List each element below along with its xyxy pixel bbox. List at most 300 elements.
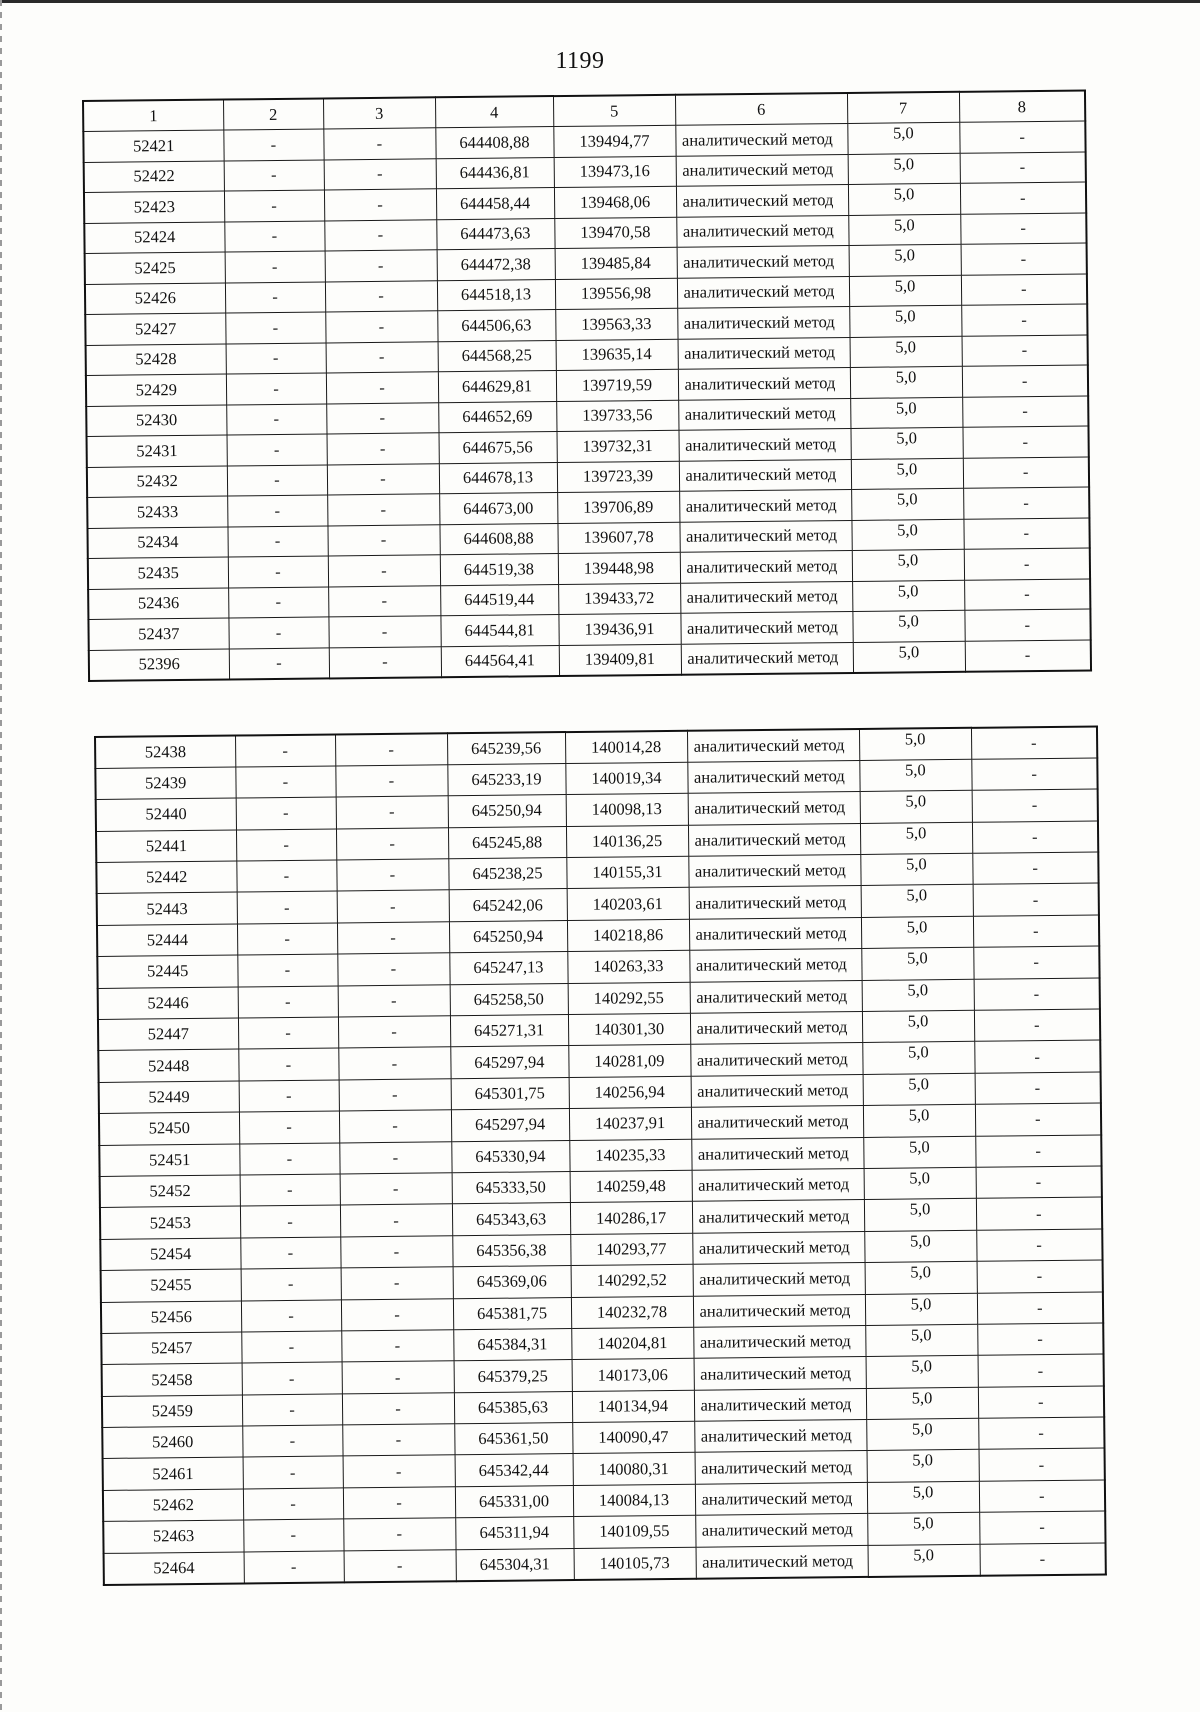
cell-col-8: -	[976, 1229, 1102, 1262]
cell-method: аналитический метод	[678, 428, 850, 460]
cell-y-coordinate: 139494,77	[553, 125, 675, 157]
cell-col-2: -	[236, 797, 336, 829]
cell-precision: 5,0	[867, 1513, 979, 1546]
cell-col-2: -	[236, 829, 336, 861]
cell-y-coordinate: 140235,33	[569, 1139, 691, 1172]
cell-col-2: -	[223, 129, 323, 161]
cell-y-coordinate: 140281,09	[568, 1045, 690, 1078]
cell-y-coordinate: 139409,81	[559, 644, 681, 676]
cell-y-coordinate: 140014,28	[565, 731, 687, 764]
cell-method: аналитический метод	[696, 1545, 868, 1578]
cell-y-coordinate: 139733,56	[556, 400, 678, 432]
cell-col-3: -	[324, 219, 436, 251]
cell-col-3: -	[326, 341, 438, 373]
cell-col-8: -	[976, 1197, 1102, 1230]
cell-precision: 5,0	[861, 948, 973, 981]
cell-col-2: -	[235, 766, 335, 798]
cell-col-8: -	[974, 1040, 1100, 1073]
cell-col-8: -	[975, 1072, 1101, 1105]
cell-col-2: -	[242, 1394, 342, 1426]
cell-precision: 5,0	[860, 822, 972, 855]
cell-point-number: 52441	[96, 830, 236, 863]
cell-col-2: -	[237, 954, 337, 986]
cell-y-coordinate: 140286,17	[570, 1202, 692, 1235]
cell-x-coordinate: 644506,63	[437, 310, 555, 342]
cell-point-number: 52440	[96, 798, 236, 831]
cell-method: аналитический метод	[690, 1043, 862, 1076]
cell-col-2: -	[225, 312, 325, 344]
cell-method: аналитический метод	[687, 729, 859, 762]
cell-col-3: -	[336, 859, 448, 892]
cell-point-number: 52448	[98, 1049, 238, 1082]
cell-col-8: -	[963, 456, 1089, 488]
cell-method: аналитический метод	[694, 1357, 866, 1390]
cell-point-number: 52422	[84, 161, 224, 193]
cell-col-8: -	[962, 395, 1088, 427]
cell-col-2: -	[226, 403, 326, 435]
cell-col-2: -	[240, 1174, 340, 1206]
cell-col-3: -	[338, 1016, 450, 1049]
cell-y-coordinate: 139556,98	[555, 278, 677, 310]
cell-x-coordinate: 644678,13	[439, 462, 557, 494]
cell-col-8: -	[965, 639, 1091, 671]
cell-col-8: -	[963, 487, 1089, 519]
cell-y-coordinate: 139732,31	[556, 430, 678, 462]
cell-col-8: -	[972, 852, 1098, 885]
cell-method: аналитический метод	[688, 792, 860, 825]
cell-y-coordinate: 139706,89	[557, 491, 679, 523]
cell-x-coordinate: 645333,50	[452, 1172, 570, 1205]
cell-col-3: -	[325, 280, 437, 312]
cell-col-3: -	[324, 158, 436, 190]
cell-x-coordinate: 645297,94	[451, 1109, 569, 1142]
cell-precision: 5,0	[848, 214, 960, 246]
cell-x-coordinate: 644473,63	[436, 218, 554, 250]
cell-col-2: -	[226, 373, 326, 405]
cell-col-8: -	[974, 1009, 1100, 1042]
cell-col-2: -	[242, 1425, 342, 1457]
cell-point-number: 52454	[100, 1238, 240, 1271]
cell-col-3: -	[338, 984, 450, 1017]
cell-col-3: -	[341, 1267, 453, 1300]
cell-y-coordinate: 140218,86	[567, 919, 689, 952]
cell-precision: 5,0	[864, 1230, 976, 1263]
cell-col-8: -	[973, 946, 1099, 979]
cell-y-coordinate: 139433,72	[558, 583, 680, 615]
cell-col-2: -	[228, 586, 328, 618]
cell-col-8: -	[979, 1480, 1105, 1513]
cell-col-3: -	[342, 1361, 454, 1394]
cell-col-2: -	[239, 1080, 339, 1112]
cell-x-coordinate: 645238,25	[448, 858, 566, 891]
cell-col-8: -	[971, 726, 1097, 759]
cell-y-coordinate: 140301,30	[568, 1013, 690, 1046]
cell-precision: 5,0	[848, 183, 960, 215]
cell-col-3: -	[337, 953, 449, 986]
cell-point-number: 52453	[100, 1206, 240, 1239]
cell-y-coordinate: 139473,16	[554, 156, 676, 188]
cell-x-coordinate: 645271,31	[450, 1015, 568, 1048]
cell-precision: 5,0	[862, 1010, 974, 1043]
cell-col-2: -	[241, 1268, 341, 1300]
cell-col-8: -	[975, 1135, 1101, 1168]
cell-precision: 5,0	[867, 1481, 979, 1514]
cell-y-coordinate: 140293,77	[570, 1233, 692, 1266]
cell-col-2: -	[229, 647, 329, 679]
cell-col-8: -	[971, 758, 1097, 791]
cell-col-8: -	[963, 517, 1089, 549]
cell-point-number: 52425	[85, 252, 225, 284]
cell-col-8: -	[962, 426, 1088, 458]
cell-method: аналитический метод	[691, 1137, 863, 1170]
cell-point-number: 52424	[84, 222, 224, 254]
cell-x-coordinate: 645342,44	[455, 1454, 573, 1487]
cell-point-number: 52431	[87, 435, 227, 467]
header-cell: 6	[675, 93, 847, 125]
cell-method: аналитический метод	[688, 855, 860, 888]
cell-point-number: 52455	[101, 1269, 241, 1302]
cell-point-number: 52437	[88, 618, 228, 650]
cell-y-coordinate: 139468,06	[554, 186, 676, 218]
cell-col-3: -	[328, 585, 440, 617]
cell-col-3: -	[327, 463, 439, 495]
header-cell: 7	[847, 92, 959, 124]
cell-method: аналитический метод	[692, 1231, 864, 1264]
cell-col-3: -	[323, 128, 435, 160]
cell-method: аналитический метод	[690, 1011, 862, 1044]
cell-method: аналитический метод	[681, 642, 853, 674]
cell-y-coordinate: 139448,98	[558, 552, 680, 584]
cell-method: аналитический метод	[693, 1263, 865, 1296]
cell-col-8: -	[961, 273, 1087, 305]
cell-method: аналитический метод	[693, 1294, 865, 1327]
cell-method: аналитический метод	[675, 123, 847, 155]
cell-col-2: -	[227, 464, 327, 496]
cell-col-8: -	[959, 121, 1085, 153]
cell-col-8: -	[962, 365, 1088, 397]
cell-col-3: -	[329, 646, 441, 678]
cell-point-number: 52429	[86, 374, 226, 406]
cell-precision: 5,0	[862, 1042, 974, 1075]
cell-method: аналитический метод	[694, 1388, 866, 1421]
cell-x-coordinate: 644518,13	[437, 279, 555, 311]
cell-precision: 5,0	[861, 885, 973, 918]
cell-col-2: -	[242, 1362, 342, 1394]
cell-x-coordinate: 645247,13	[449, 952, 567, 985]
cell-col-2: -	[243, 1456, 343, 1488]
cell-precision: 5,0	[852, 580, 964, 612]
cell-y-coordinate: 139485,84	[555, 247, 677, 279]
cell-col-8: -	[977, 1260, 1103, 1293]
cell-precision: 5,0	[853, 641, 965, 673]
cell-col-8: -	[962, 334, 1088, 366]
cell-method: аналитический метод	[680, 581, 852, 613]
cell-x-coordinate: 645242,06	[449, 889, 567, 922]
cell-y-coordinate: 140105,73	[574, 1547, 696, 1580]
cell-col-2: -	[241, 1299, 341, 1331]
cell-y-coordinate: 140256,94	[569, 1076, 691, 1109]
cell-x-coordinate: 644675,56	[439, 432, 557, 464]
cell-precision: 5,0	[866, 1356, 978, 1389]
cell-col-8: -	[978, 1417, 1104, 1450]
cell-y-coordinate: 139719,59	[556, 369, 678, 401]
cell-col-3: -	[340, 1236, 452, 1269]
cell-col-2: -	[238, 1017, 338, 1049]
cell-point-number: 52428	[86, 344, 226, 376]
cell-col-3: -	[340, 1204, 452, 1237]
cell-x-coordinate: 644436,81	[436, 157, 554, 189]
cell-point-number: 52439	[95, 767, 235, 800]
cell-col-3: -	[328, 555, 440, 587]
cell-precision: 5,0	[850, 336, 962, 368]
cell-x-coordinate: 644544,81	[440, 615, 558, 647]
cell-point-number: 52461	[103, 1457, 243, 1490]
cell-point-number: 52447	[98, 1018, 238, 1051]
cell-col-3: -	[342, 1424, 454, 1457]
cell-col-8: -	[975, 1103, 1101, 1136]
cell-col-2: -	[224, 220, 324, 252]
cell-col-8: -	[964, 548, 1090, 580]
cell-precision: 5,0	[850, 397, 962, 429]
cell-point-number: 52446	[98, 987, 238, 1020]
scan-top-edge	[0, 0, 1200, 3]
cell-col-8: -	[977, 1323, 1103, 1356]
cell-point-number: 52464	[104, 1552, 244, 1585]
cell-method: аналитический метод	[695, 1514, 867, 1547]
cell-method: аналитический метод	[680, 611, 852, 643]
cell-method: аналитический метод	[695, 1482, 867, 1515]
cell-y-coordinate: 139723,39	[557, 461, 679, 493]
cell-x-coordinate: 645239,56	[447, 732, 565, 765]
cell-method: аналитический метод	[689, 917, 861, 950]
cell-precision: 5,0	[860, 853, 972, 886]
cell-col-3: -	[324, 189, 436, 221]
cell-point-number: 52443	[97, 892, 237, 925]
cell-point-number: 52456	[101, 1301, 241, 1334]
cell-col-2: -	[240, 1205, 340, 1237]
cell-col-2: -	[241, 1331, 341, 1363]
cell-y-coordinate: 140090,47	[572, 1421, 694, 1454]
cell-point-number: 52426	[85, 283, 225, 315]
cell-precision: 5,0	[863, 1073, 975, 1106]
cell-precision: 5,0	[852, 610, 964, 642]
cell-col-3: -	[338, 1047, 450, 1080]
cell-method: аналитический метод	[692, 1200, 864, 1233]
header-cell: 1	[83, 100, 223, 132]
cell-col-8: -	[961, 243, 1087, 275]
cell-point-number: 52457	[101, 1332, 241, 1365]
cell-method: аналитический метод	[687, 760, 859, 793]
cell-method: аналитический метод	[676, 154, 848, 186]
cell-y-coordinate: 140109,55	[573, 1516, 695, 1549]
cell-col-3: -	[326, 372, 438, 404]
header-cell: 5	[553, 95, 675, 127]
cell-x-coordinate: 645311,94	[455, 1517, 573, 1550]
cell-x-coordinate: 644568,25	[438, 340, 556, 372]
cell-col-2: -	[228, 556, 328, 588]
cell-col-3: -	[325, 250, 437, 282]
cell-point-number: 52460	[102, 1426, 242, 1459]
cell-method: аналитический метод	[677, 276, 849, 308]
cell-point-number: 52463	[103, 1520, 243, 1553]
coordinates-table-1	[82, 89, 1092, 681]
cell-y-coordinate: 140204,81	[571, 1327, 693, 1360]
cell-y-coordinate: 140203,61	[567, 888, 689, 921]
cell-x-coordinate: 645361,50	[454, 1423, 572, 1456]
cell-col-2: -	[224, 190, 324, 222]
cell-y-coordinate: 140292,55	[568, 982, 690, 1015]
cell-y-coordinate: 140237,91	[569, 1107, 691, 1140]
cell-y-coordinate: 140084,13	[573, 1484, 695, 1517]
cell-precision: 5,0	[865, 1324, 977, 1357]
cell-x-coordinate: 645330,94	[451, 1140, 569, 1173]
cell-col-8: -	[978, 1354, 1104, 1387]
cell-col-3: -	[336, 796, 448, 829]
cell-x-coordinate: 644564,41	[441, 645, 559, 677]
cell-method: аналитический метод	[689, 886, 861, 919]
cell-col-8: -	[960, 212, 1086, 244]
cell-method: аналитический метод	[693, 1325, 865, 1358]
cell-y-coordinate: 140136,25	[566, 825, 688, 858]
cell-col-3: -	[341, 1298, 453, 1331]
cell-point-number: 52438	[95, 736, 235, 769]
cell-col-2: -	[226, 342, 326, 374]
cell-method: аналитический метод	[678, 367, 850, 399]
cell-method: аналитический метод	[676, 215, 848, 247]
cell-y-coordinate: 140155,31	[566, 856, 688, 889]
header-cell: 4	[435, 96, 553, 128]
cell-precision: 5,0	[866, 1387, 978, 1420]
cell-x-coordinate: 645343,63	[452, 1203, 570, 1236]
cell-x-coordinate: 645331,00	[455, 1485, 573, 1518]
cell-x-coordinate: 645384,31	[453, 1328, 571, 1361]
cell-precision: 5,0	[849, 305, 961, 337]
cell-col-3: -	[337, 890, 449, 923]
cell-col-8: -	[979, 1448, 1105, 1481]
cell-x-coordinate: 644458,44	[436, 188, 554, 220]
cell-col-2: -	[235, 734, 335, 766]
cell-point-number: 52459	[102, 1395, 242, 1428]
cell-precision: 5,0	[850, 427, 962, 459]
cell-col-2: -	[225, 281, 325, 313]
cell-y-coordinate: 140080,31	[573, 1453, 695, 1486]
cell-col-2: -	[238, 986, 338, 1018]
cell-method: аналитический метод	[678, 337, 850, 369]
cell-col-8: -	[972, 789, 1098, 822]
cell-precision: 5,0	[866, 1418, 978, 1451]
cell-precision: 5,0	[867, 1450, 979, 1483]
header-cell: 3	[323, 97, 435, 129]
cell-point-number: 52433	[87, 496, 227, 528]
cell-col-3: -	[336, 827, 448, 860]
cell-col-2: -	[237, 891, 337, 923]
cell-x-coordinate: 645250,94	[449, 920, 567, 953]
cell-point-number: 52451	[99, 1144, 239, 1177]
cell-col-8: -	[961, 304, 1087, 336]
cell-col-3: -	[343, 1455, 455, 1488]
cell-precision: 5,0	[851, 519, 963, 551]
cell-col-8: -	[960, 151, 1086, 183]
cell-precision: 5,0	[848, 153, 960, 185]
cell-col-3: -	[327, 524, 439, 556]
cell-precision: 5,0	[860, 791, 972, 824]
cell-point-number: 52435	[88, 557, 228, 589]
cell-point-number: 52396	[89, 648, 229, 680]
scan-left-edge	[0, 0, 2, 1712]
cell-point-number: 52436	[88, 587, 228, 619]
cell-col-2: -	[239, 1143, 339, 1175]
header-cell: 8	[959, 90, 1085, 122]
cell-method: аналитический метод	[679, 489, 851, 521]
cell-y-coordinate: 140263,33	[567, 951, 689, 984]
cell-y-coordinate: 140134,94	[572, 1390, 694, 1423]
cell-x-coordinate: 644472,38	[437, 249, 555, 281]
cell-col-2: -	[240, 1237, 340, 1269]
cell-point-number: 52442	[96, 861, 236, 894]
cell-col-3: -	[335, 733, 447, 766]
cell-point-number: 52434	[87, 527, 227, 559]
cell-method: аналитический метод	[690, 980, 862, 1013]
cell-precision: 5,0	[862, 979, 974, 1012]
cell-y-coordinate: 140173,06	[572, 1359, 694, 1392]
cell-precision: 5,0	[849, 275, 961, 307]
cell-x-coordinate: 644519,38	[440, 554, 558, 586]
cell-point-number: 52444	[97, 924, 237, 957]
cell-y-coordinate: 140098,13	[566, 794, 688, 827]
cell-x-coordinate: 644519,44	[440, 584, 558, 616]
cell-col-8: -	[977, 1291, 1103, 1324]
cell-precision: 5,0	[851, 458, 963, 490]
cell-y-coordinate: 139470,58	[554, 217, 676, 249]
cell-y-coordinate: 139635,14	[556, 339, 678, 371]
cell-col-8: -	[964, 609, 1090, 641]
cell-precision: 5,0	[865, 1293, 977, 1326]
header-cell: 2	[223, 98, 323, 130]
cell-col-2: -	[239, 1111, 339, 1143]
cell-col-8: -	[979, 1511, 1105, 1544]
cell-method: аналитический метод	[677, 306, 849, 338]
cell-x-coordinate: 644629,81	[438, 371, 556, 403]
cell-x-coordinate: 645304,31	[456, 1548, 574, 1581]
cell-point-number: 52450	[99, 1112, 239, 1145]
cell-method: аналитический метод	[694, 1420, 866, 1453]
cell-precision: 5,0	[868, 1544, 980, 1577]
cell-col-2: -	[244, 1551, 344, 1583]
cell-x-coordinate: 644652,69	[438, 401, 556, 433]
cell-x-coordinate: 645233,19	[447, 763, 565, 796]
cell-x-coordinate: 645301,75	[451, 1077, 569, 1110]
cell-col-3: -	[343, 1487, 455, 1520]
cell-method: аналитический метод	[679, 520, 851, 552]
cell-col-8: -	[964, 578, 1090, 610]
cell-precision: 5,0	[865, 1261, 977, 1294]
cell-col-2: -	[243, 1519, 343, 1551]
cell-col-3: -	[325, 311, 437, 343]
cell-precision: 5,0	[852, 549, 964, 581]
cell-y-coordinate: 140019,34	[565, 762, 687, 795]
cell-y-coordinate: 140259,48	[570, 1170, 692, 1203]
cell-precision: 5,0	[863, 1136, 975, 1169]
cell-method: аналитический метод	[679, 459, 851, 491]
cell-col-3: -	[344, 1549, 456, 1582]
cell-y-coordinate: 140232,78	[571, 1296, 693, 1329]
cell-x-coordinate: 644673,00	[439, 493, 557, 525]
cell-col-3: -	[341, 1330, 453, 1363]
cell-x-coordinate: 645245,88	[448, 826, 566, 859]
cell-col-2: -	[227, 434, 327, 466]
cell-col-3: -	[328, 616, 440, 648]
cell-precision: 5,0	[847, 122, 959, 154]
